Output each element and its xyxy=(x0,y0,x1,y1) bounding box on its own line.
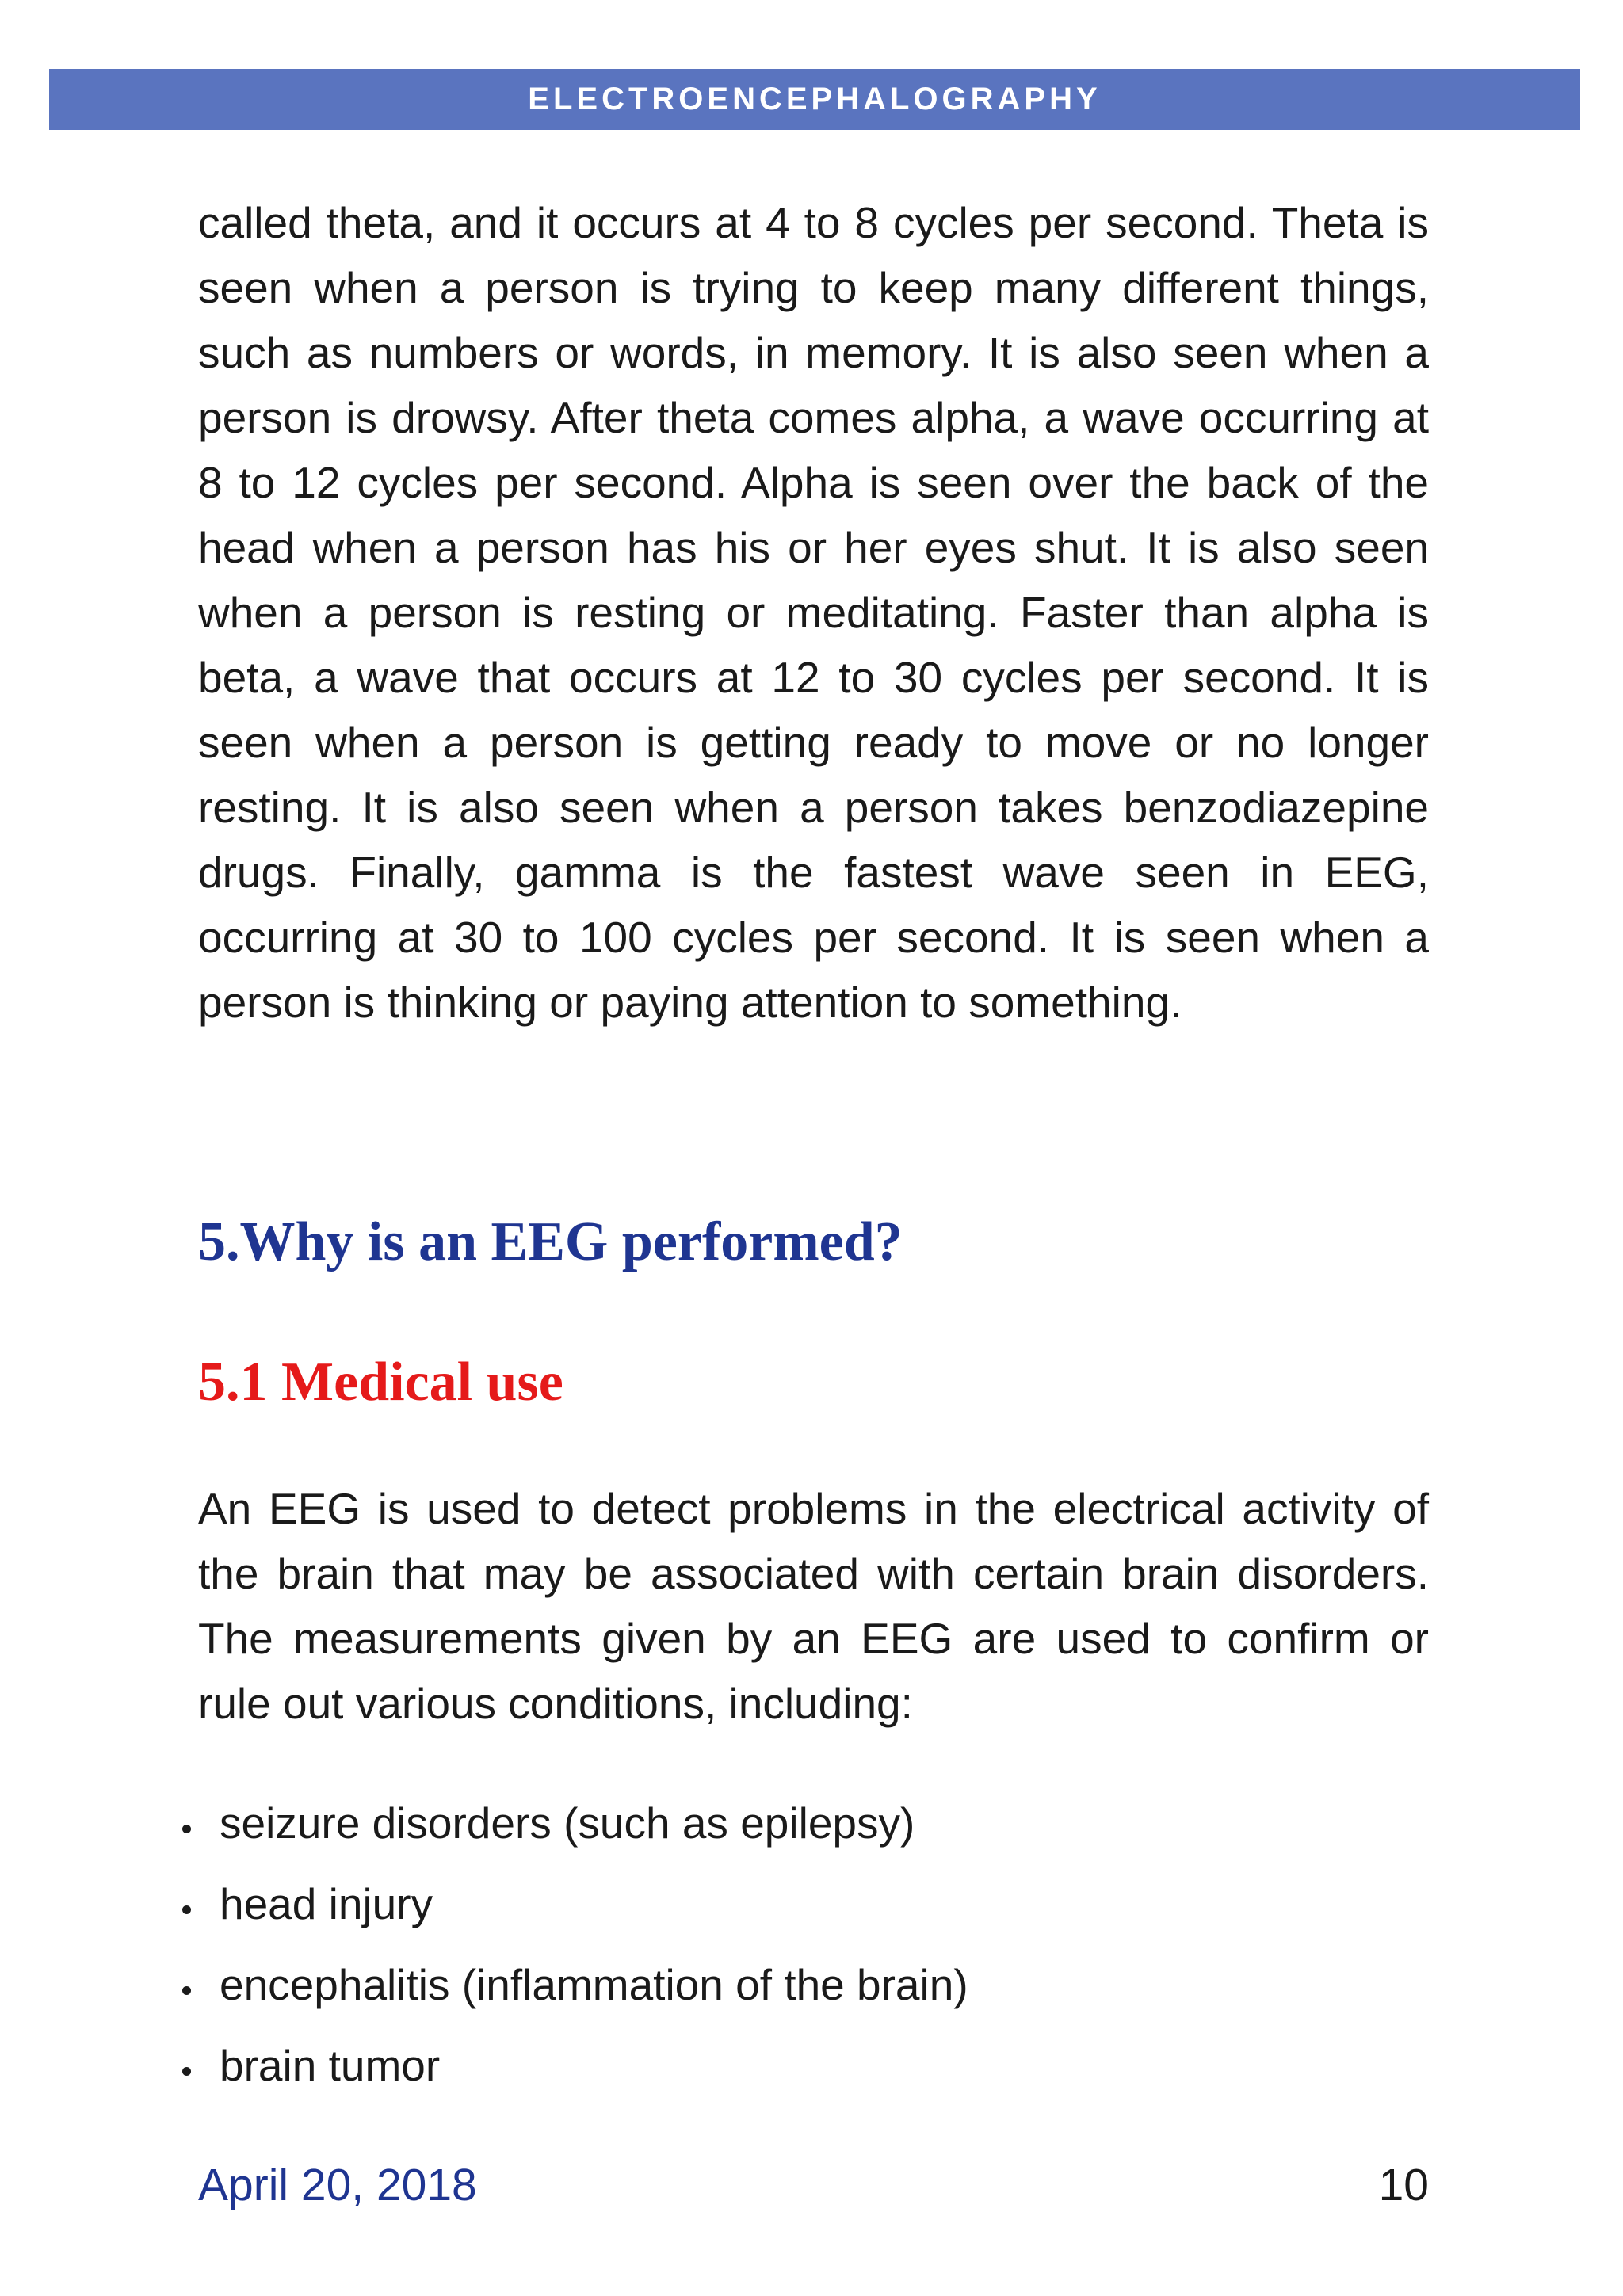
list-item-text: head injury xyxy=(220,1879,433,1928)
footer-date: April 20, 2018 xyxy=(198,2160,477,2210)
conditions-list xyxy=(182,1783,968,2106)
bullet-icon xyxy=(182,2067,191,2076)
subsection-heading: 5.1 Medical use xyxy=(198,1352,563,1413)
list-item xyxy=(182,1863,968,1944)
body-text xyxy=(198,190,1429,1035)
bullet-icon xyxy=(182,1905,191,1914)
list-item-text: brain tumor xyxy=(220,2041,441,2090)
list-item-text: encephalitis (inflammation of the brain) xyxy=(220,1960,968,2009)
paragraph-brain-waves: called theta, and it occurs at 4 to 8 cycles per second. Theta is seen when a person is trying to keep many different things, such as numbers or words, in memory. It is also seen when a person is drowsy. After theta comes alpha, a wave occurring at 8 to 12 cycles per second. Alpha is seen over the back of the head when a person has his or her eyes shut. It is also seen when a person is resting or meditating. Faster than alpha is beta, a wave that occurs at 12 to 30 cycles per second. It is seen when a person is getting ready to move or no longer resting. It is also seen when a person takes benzodiazepine drugs. Finally, gamma is the fastest wave seen in EEG, occurring at 30 to 100 cycles per second. It is seen when a person is thinking or paying attention to something. xyxy=(198,198,1429,1027)
bullet-icon xyxy=(182,1825,191,1833)
list-item xyxy=(182,1944,968,2025)
running-header-title: ELECTROENCEPHALOGRAPHY xyxy=(528,82,1102,116)
bullet-icon xyxy=(182,1986,191,1995)
list-item-text: seizure disorders (such as epilepsy) xyxy=(220,1798,915,1848)
list-item xyxy=(182,1783,968,1863)
section-heading: 5.Why is an EEG performed? xyxy=(198,1211,903,1272)
paragraph-medical-use: An EEG is used to detect problems in the electrical activity of the brain that may be associated with certain brain disorders. The measurements given by an EEG are used to confirm or rule out various conditions, including: xyxy=(198,1484,1429,1728)
page-number: 10 xyxy=(1378,2160,1429,2210)
running-header xyxy=(49,69,1580,130)
list-item xyxy=(182,2025,968,2106)
